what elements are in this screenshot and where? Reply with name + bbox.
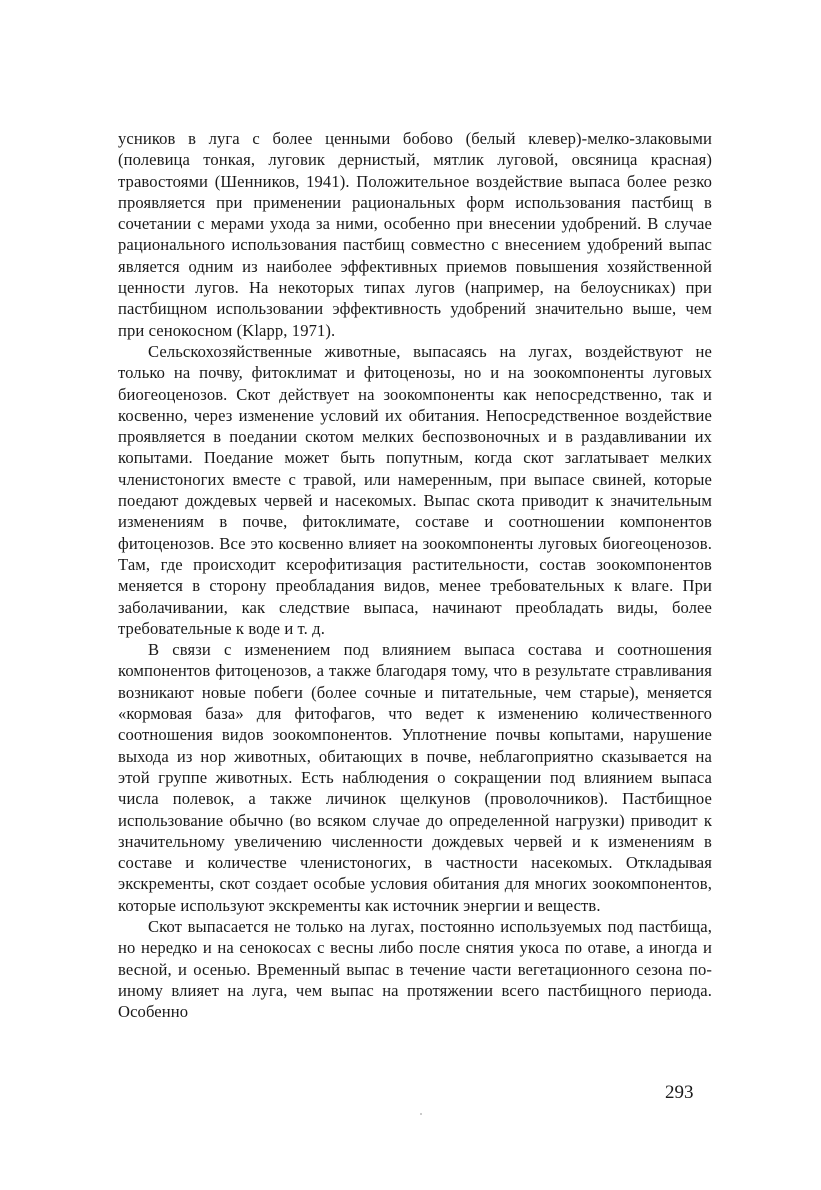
body-text: [118, 128, 712, 1022]
scan-speck: [420, 1113, 422, 1115]
paragraph-4: Скот выпасается не только на лугах, постоянно используемых под пастбища, но нередко и на сенокосах с весны либо после снятия укоса по отаве, а иногда и весной, и осенью. Временный выпас в течение части вегетационного сезона по-иному влияет на луга, чем выпас на протяжении всего пастбищного периода. Особенно: [118, 916, 712, 1022]
paragraph-2: Сельскохозяйственные животные, выпасаясь на лугах, воздействуют не только на почву, фитоклимат и фитоценозы, но и на зоокомпоненты луговых биогеоценозов. Скот действует на зоокомпоненты как непосредственно, так и косвенно, через изменение условий их обитания. Непосредственное воздействие проявляется в поедании скотом мелких беспозвоночных и в раздавливании их копытами. Поедание может быть попутным, когда скот заглатывает мелких членистоногих вместе с травой, или намеренным, при выпасе свиней, которые поедают дождевых червей и насекомых. Выпас скота приводит к значительным изменениям в почве, фитоклимате, составе и соотношении компонентов фитоценозов. Все это косвенно влияет на зоокомпоненты луговых биогеоценозов. Там, где происходит ксерофитизация растительности, состав зоокомпонентов меняется в сторону преобладания видов, менее требовательных к влаге. При заболачивании, как следствие выпаса, начинают преобладать виды, более требовательные к воде и т. д.: [118, 341, 712, 638]
paragraph-3: В связи с изменением под влиянием выпаса состава и соотношения компонентов фитоценозов, а также благодаря тому, что в результате стравливания возникают новые побеги (более сочные и питательные, чем старые), меняется «кормовая база» для фитофагов, что ведет к изменению количественного соотношения видов зоокомпонентов. Уплотнение почвы копытами, нарушение выхода из нор животных, обитающих в почве, неблагоприятно сказывается на этой группе животных. Есть наблюдения о сокращении под влиянием выпаса числа полевок, а также личинок щелкунов (проволочников). Пастбищное использование обычно (во всяком случае до определенной нагрузки) приводит к значительному увеличению численности дождевых червей и к изменениям в составе и количестве членистоногих, в частности насекомых. Откладывая экскременты, скот создает особые условия обитания для многих зоокомпонентов, которые используют экскременты как источник энергии и веществ.: [118, 640, 712, 915]
paragraph-1: усников в луга с более ценными бобово (белый клевер)-мелко-злаковыми (полевица тонкая, луговик дернистый, мятлик луговой, овсяница красная) травостоями (Шенников, 1941). Положительное воздействие выпаса более резко проявляется при применении рациональных форм использования пастбищ в сочетании с мерами ухода за ними, особенно при внесении удобрений. В случае рационального использования пастбищ совместно с внесением удобрений выпас является одним из наиболее эффективных приемов повышения хозяйственной ценности лугов. На некоторых типах лугов (например, на белоусниках) при пастбищном использовании эффективность удобрений значительно выше, чем при сенокосном (Klapp, 1971).: [118, 129, 712, 340]
page-number: 293: [665, 1082, 694, 1103]
